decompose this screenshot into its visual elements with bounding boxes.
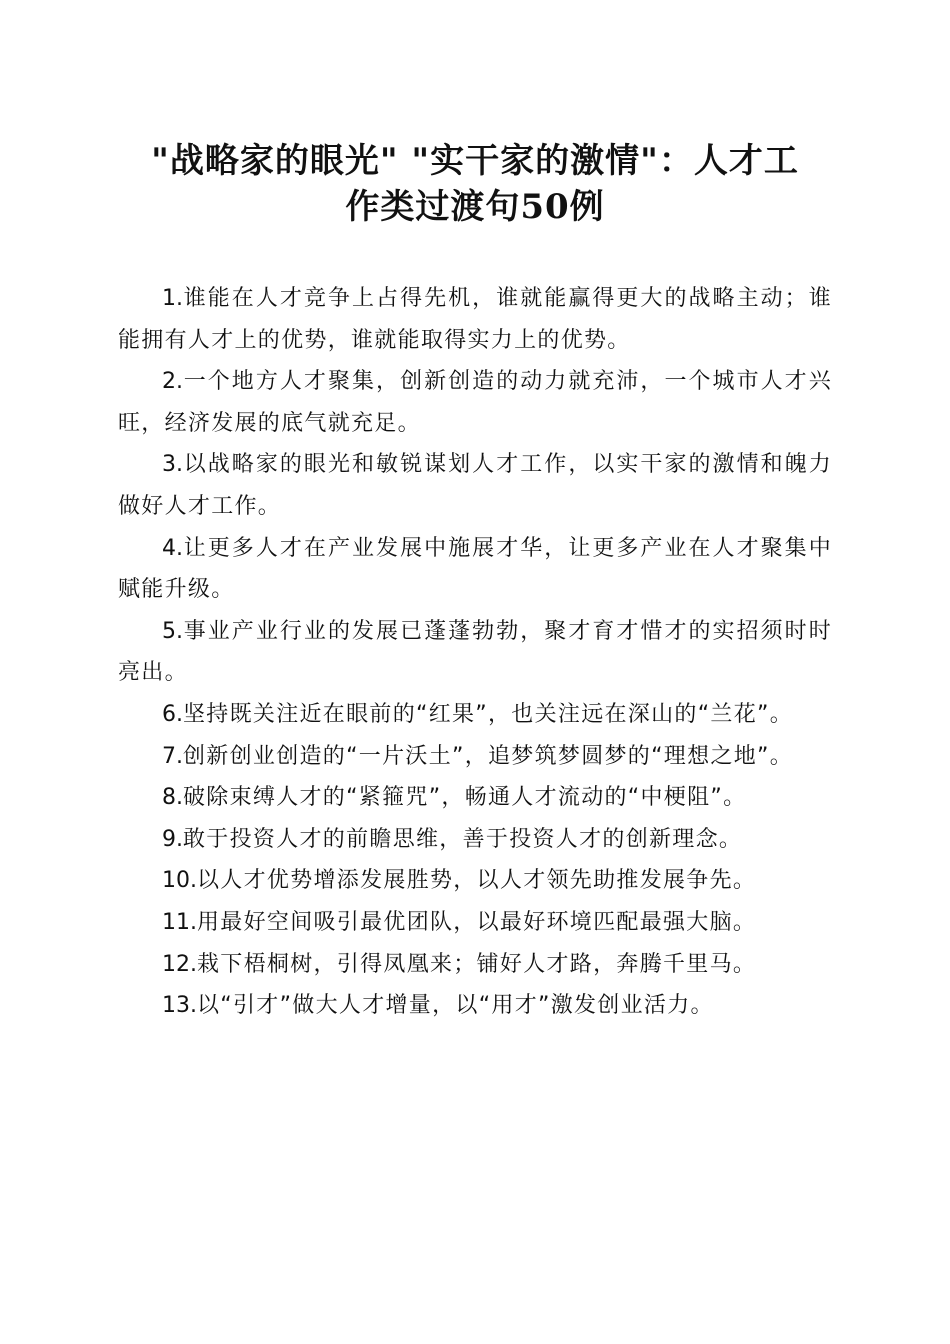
document-title bbox=[100, 138, 850, 230]
item-text: 敢于投资人才的前瞻思维，善于投资人才的创新理念。 bbox=[183, 826, 743, 852]
list-item bbox=[118, 985, 832, 1027]
item-text: 创新创业创造的“一片沃土”，追梦筑梦圆梦的“理想之地”。 bbox=[183, 743, 793, 769]
list-item bbox=[118, 902, 832, 944]
item-number: 6. bbox=[162, 701, 183, 727]
item-number: 9. bbox=[162, 826, 183, 852]
item-number: 12. bbox=[162, 951, 197, 977]
item-text: 谁能在人才竞争上占得先机，谁就能赢得更大的战略主动；谁能拥有人才上的优势，谁就能取得实力上的优势。 bbox=[118, 286, 832, 353]
item-number: 11. bbox=[162, 909, 197, 935]
item-text: 让更多人才在产业发展中施展才华，让更多产业在人才聚集中赋能升级。 bbox=[118, 535, 832, 603]
item-number: 10. bbox=[162, 868, 197, 894]
item-text: 栽下梧桐树，引得凤凰来；铺好人才路，奔腾千里马。 bbox=[197, 951, 757, 977]
item-number: 2. bbox=[162, 369, 183, 395]
item-number: 4. bbox=[162, 535, 183, 561]
item-number: 3. bbox=[162, 452, 183, 478]
list-item bbox=[118, 819, 832, 861]
list-item bbox=[118, 278, 832, 361]
list-item bbox=[118, 860, 832, 902]
list-item bbox=[118, 944, 832, 986]
title-line-1: "战略家的眼光" "实干家的激情"：人才工 bbox=[151, 141, 799, 181]
list-item bbox=[118, 611, 832, 694]
sentence-list bbox=[118, 278, 832, 1027]
item-text: 以战略家的眼光和敏锐谋划人才工作，以实干家的激情和魄力做好人才工作。 bbox=[118, 452, 832, 519]
item-text: 事业产业行业的发展已蓬蓬勃勃，聚才育才惜才的实招须时时亮出。 bbox=[118, 618, 832, 686]
item-text: 坚持既关注近在眼前的“红果”，也关注远在深山的“兰花”。 bbox=[183, 701, 793, 727]
item-number: 13. bbox=[162, 993, 197, 1019]
item-text: 以“引才”做大人才增量，以“用才”激发创业活力。 bbox=[197, 993, 714, 1019]
list-item bbox=[118, 528, 832, 611]
item-text: 破除束缚人才的“紧箍咒”，畅通人才流动的“中梗阻”。 bbox=[183, 785, 747, 811]
list-item bbox=[118, 694, 832, 736]
list-item bbox=[118, 777, 832, 819]
list-item bbox=[118, 444, 832, 527]
item-number: 1. bbox=[162, 286, 183, 311]
item-number: 5. bbox=[162, 618, 183, 644]
item-text: 以人才优势增添发展胜势，以人才领先助推发展争先。 bbox=[197, 868, 757, 894]
item-number: 8. bbox=[162, 785, 183, 811]
item-text: 一个地方人才聚集，创新创造的动力就充沛，一个城市人才兴旺，经济发展的底气就充足。 bbox=[118, 369, 832, 436]
list-item bbox=[118, 361, 832, 444]
item-number: 7. bbox=[162, 743, 183, 769]
title-line-2: 作类过渡句50例 bbox=[345, 187, 605, 227]
list-item bbox=[118, 736, 832, 778]
item-text: 用最好空间吸引最优团队，以最好环境匹配最强大脑。 bbox=[197, 909, 757, 935]
